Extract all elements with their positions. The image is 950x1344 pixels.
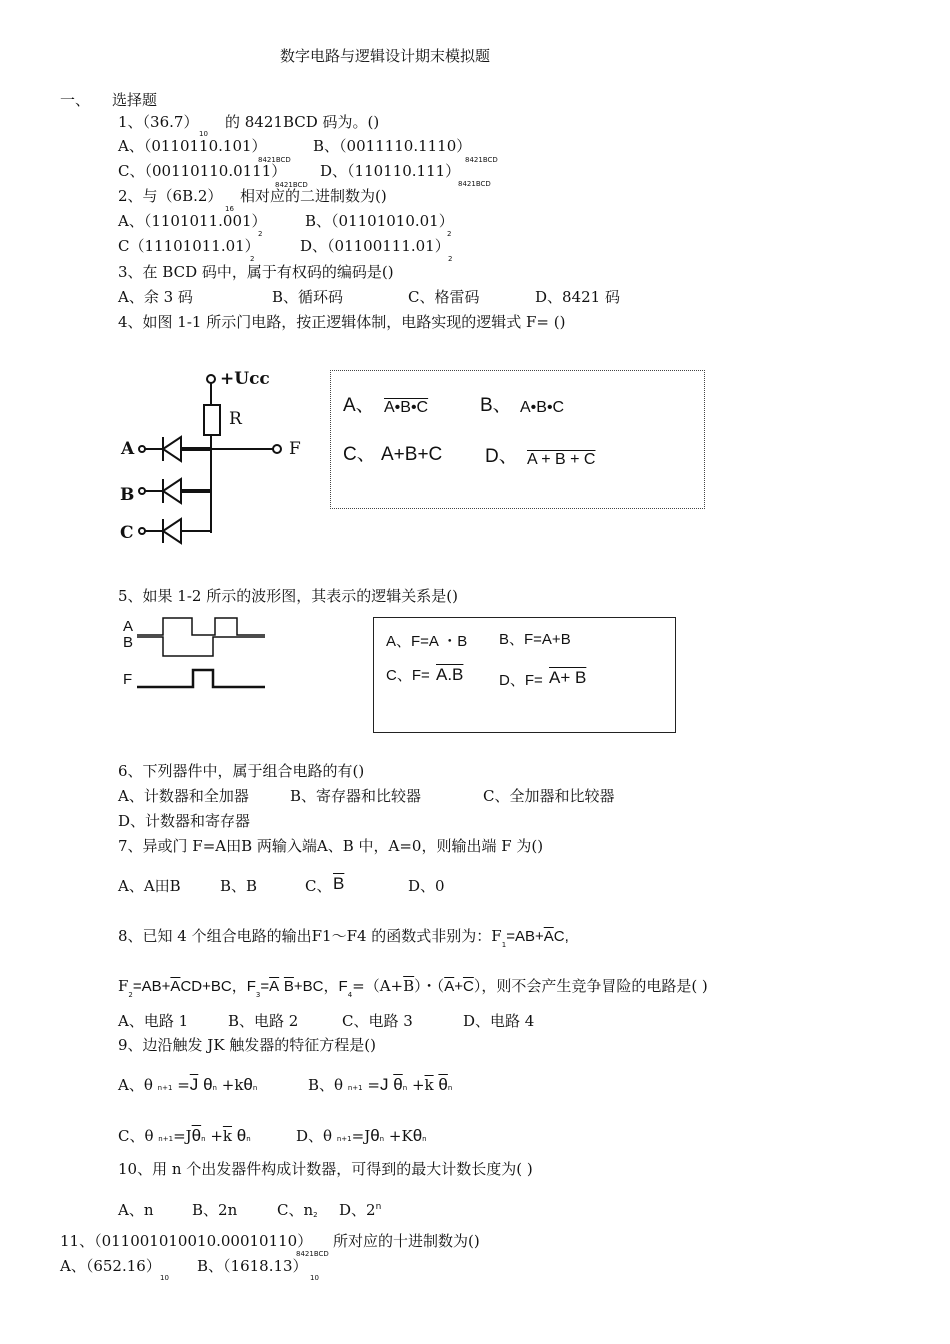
wave-a-label: A: [123, 618, 134, 635]
input-b-label: B: [120, 485, 135, 505]
q1-option-b: B、（0011110.1110）: [313, 137, 472, 155]
q8-f3-a: =: [260, 978, 270, 995]
q9-a-n: n: [212, 1084, 217, 1092]
q5-option-a: A、F=A ・B: [386, 633, 468, 650]
q10-option-c: [277, 1201, 318, 1219]
q9-option-b: [308, 1076, 452, 1094]
q9-b-theta3: $\overline{\theta}$: [438, 1075, 448, 1094]
q9-d-n: n: [379, 1135, 385, 1143]
q9-d-j: J: [364, 1127, 371, 1145]
q7-option-a: A、A田B: [118, 877, 181, 895]
q8-f1-end: C,: [553, 928, 569, 945]
q9-a-theta: θ: [143, 1076, 153, 1094]
q8-f2-b: =AB+: [132, 978, 171, 995]
q4-option-a-label: A、: [343, 395, 375, 416]
q8-sub-3: 3: [255, 991, 261, 999]
q2-stem-b: 相对应的二进制数为(): [240, 187, 387, 205]
q4-options-box: [330, 370, 705, 509]
q8-f2-bar: $\overline{A}$: [170, 978, 181, 995]
q7-option-c-expr: $\overline{B}$: [333, 874, 345, 893]
q3-option-d: D、8421 码: [535, 288, 620, 306]
q4-option-d-expr: A + B + C: [527, 451, 596, 468]
q9-c-plus: +: [210, 1127, 223, 1145]
q9-d-eq: =: [351, 1127, 365, 1145]
q5-option-d-expr: A+ B: [549, 668, 587, 687]
q4-stem: 4、如图 1-1 所示门电路，按正逻辑体制，电路实现的逻辑式 F= (): [118, 313, 566, 331]
q1-option-a: A、（0110110.101）: [118, 137, 267, 155]
q2-option-a: A、（1101011.001）: [118, 212, 267, 230]
q5-option-d-label: D、F=: [499, 672, 543, 689]
q1-stem-a: 1、（36.7）: [118, 113, 199, 131]
q9-c-eq: =: [173, 1127, 186, 1145]
q8-sub-2: 2: [128, 991, 133, 999]
q9-c-theta3: θ: [236, 1126, 247, 1145]
q10-c-sub: 2: [313, 1211, 318, 1219]
q9-a-label: A、: [118, 1076, 144, 1094]
q11-option-b: B、（1618.13）: [197, 1257, 308, 1275]
q10-c-label: C、n: [277, 1201, 314, 1219]
section-label: 选择题: [112, 91, 158, 109]
q8-f1-bar: $\overline{A}$: [543, 928, 554, 945]
q9-a-n2: n: [252, 1084, 258, 1092]
q9-c-j: J: [185, 1127, 192, 1145]
q11-bcd-sub: 8421BCD: [296, 1250, 329, 1258]
q8-sub-1: 1: [501, 941, 507, 949]
q1-subscript-10: 10: [199, 130, 208, 138]
q8-f1: =AB+: [506, 928, 544, 945]
q8-f2-c: CD+BC，F: [180, 978, 256, 995]
q9-b-k: $\overline{k}$: [424, 1076, 434, 1094]
q9-stem: 9、边沿触发 JK 触发器的特征方程是(): [118, 1036, 377, 1054]
q8-option-c: C、电路 3: [342, 1012, 413, 1030]
q1-bcd-sub-c: 8421BCD: [275, 181, 308, 189]
q9-option-a: [118, 1076, 257, 1094]
q11-b-sub: 10: [310, 1274, 319, 1282]
output-terminal: [273, 445, 281, 453]
q10-option-a: A、n: [118, 1201, 154, 1219]
q5-stem: 5、如果 1-2 所示的波形图，其表示的逻辑关系是(): [118, 587, 458, 605]
q8-f4-bar3: $\overline{C}$: [462, 978, 474, 995]
q1-bcd-sub-d: 8421BCD: [458, 180, 491, 188]
q5-option-c-label: C、F=: [386, 667, 430, 684]
q6-option-c: C、全加器和比较器: [483, 787, 615, 805]
resistor: [204, 405, 220, 435]
q4-option-c-expr: A+B+C: [381, 444, 443, 465]
q9-a-theta3: θ: [243, 1075, 253, 1094]
q9-c-theta: θ: [144, 1127, 154, 1145]
q2-subscript-16: 16: [225, 205, 234, 213]
q9-d-np1: n+1: [336, 1135, 352, 1143]
q9-c-k: $\overline{k}$: [222, 1127, 233, 1145]
q9-b-label: B、: [308, 1076, 335, 1094]
resistor-label: R: [229, 409, 242, 429]
q9-d-theta3: θ: [412, 1126, 423, 1145]
q8-f3-bar2: $\overline{B}$: [283, 978, 294, 995]
q9-b-plus: +: [411, 1076, 425, 1094]
q11-stem-b: 所对应的十进制数为(): [333, 1232, 480, 1250]
q9-option-c: [118, 1127, 251, 1145]
q2-option-b: B、（01101010.01）: [305, 212, 454, 230]
input-a-label: A: [121, 439, 135, 459]
q9-c-np1: n+1: [158, 1135, 174, 1143]
q9-b-np1: n+1: [347, 1084, 363, 1092]
q4-option-b-expr: A•B•C: [520, 399, 565, 416]
q9-d-k: K: [401, 1127, 413, 1145]
q6-stem: 6、下列器件中，属于组合电路的有(): [118, 762, 365, 780]
q2-sub-c: 2: [250, 255, 255, 263]
q9-d-theta2: θ: [370, 1126, 380, 1145]
q9-c-n2: n: [246, 1135, 251, 1143]
q9-c-theta2: $\overline{\theta}$: [191, 1126, 202, 1145]
q8-functions: [118, 977, 708, 999]
q10-option-d: [339, 1201, 381, 1219]
q9-c-n: n: [201, 1135, 206, 1143]
q9-d-plus: +: [388, 1127, 402, 1145]
q8-f4-bar1: $\overline{B}$: [403, 977, 415, 995]
q11-a-sub: 10: [160, 1274, 169, 1282]
q8-f4-bar2: $\overline{A}$: [444, 978, 455, 995]
q9-a-k: k: [234, 1076, 244, 1094]
q8-option-d: D、电路 4: [463, 1012, 535, 1030]
q9-d-theta: θ: [323, 1127, 333, 1145]
q2-sub-b: 2: [447, 230, 452, 238]
q2-stem-a: 2、与（6B.2）: [118, 187, 223, 205]
q5-option-b: B、F=A+B: [499, 631, 571, 648]
vcc-terminal: [207, 375, 215, 383]
output-f-label: F: [289, 439, 301, 459]
q5-waveform: [135, 612, 285, 692]
q8-f3-b: +BC，F: [293, 978, 348, 995]
q1-option-c: C、（00110110.0111）: [118, 162, 287, 180]
q4-option-c-label: C、: [343, 444, 376, 465]
q2-sub-d: 2: [448, 255, 453, 263]
q3-option-a: A、余 3 码: [118, 288, 193, 306]
q8-f4-b: ）・（: [414, 977, 445, 995]
q8-stem: [118, 927, 569, 949]
q6-option-d: D、计数器和寄存器: [118, 812, 251, 830]
q4-option-d-label: D、: [485, 446, 518, 467]
q10-d-label: D、2: [339, 1201, 376, 1219]
q3-option-b: B、循环码: [272, 288, 344, 306]
q7-stem: 7、异或门 F=A田B 两输入端A、B 中，A=0，则输出端 F 为(): [118, 837, 544, 855]
q8-option-a: A、电路 1: [118, 1012, 189, 1030]
q1-bcd-sub-a: 8421BCD: [258, 156, 291, 164]
q10-stem: 10、用 n 个出发器件构成计数器，可得到的最大计数长度为( ): [118, 1160, 533, 1178]
page-title: 数字电路与逻辑设计期末模拟题: [280, 47, 491, 65]
q3-option-c: C、格雷码: [408, 288, 480, 306]
wave-b-label: B: [123, 634, 134, 651]
q11-option-a: A、（652.16）: [60, 1257, 161, 1275]
vcc-label: +Ucc: [220, 369, 270, 389]
q7-option-c-label: C、: [305, 877, 332, 895]
q8-f4-c: +: [454, 978, 463, 995]
q9-b-theta: θ: [334, 1076, 344, 1094]
q2-sub-a: 2: [258, 230, 263, 238]
q6-option-b: B、寄存器和比较器: [290, 787, 422, 805]
q4-option-b-label: B、: [480, 395, 512, 416]
q8-stem-text: 8、已知 4 个组合电路的输出F1～F4 的函数式非别为：F: [118, 927, 502, 945]
q8-f2-a: F: [118, 977, 129, 995]
q11-stem-a: 11、（011001010010.00010110）: [60, 1232, 313, 1250]
q9-b-n2: n: [447, 1084, 453, 1092]
q9-a-j: $\overline{J}$: [189, 1075, 199, 1094]
q8-sub-4: 4: [347, 991, 353, 999]
q9-b-n: n: [402, 1084, 408, 1092]
q8-option-b: B、电路 2: [228, 1012, 299, 1030]
section-number: 一、: [60, 91, 91, 109]
q9-d-label: D、: [296, 1127, 324, 1145]
q7-option-b: B、B: [220, 877, 258, 895]
q1-stem-b: 的 8421BCD 码为。(): [225, 113, 380, 131]
q9-a-plus: +: [221, 1076, 235, 1094]
q8-f4-a: =（A+: [352, 977, 404, 995]
q8-f3-bar1: $\overline{A}$: [269, 978, 280, 995]
q9-a-theta2: θ: [203, 1075, 213, 1094]
q10-d-sup: n: [375, 1202, 382, 1212]
q7-option-d: D、0: [408, 877, 445, 895]
q9-b-eq: =: [367, 1076, 380, 1094]
q5-option-c-expr: A.B: [436, 665, 464, 684]
q10-option-b: B、2n: [192, 1201, 238, 1219]
input-c-label: C: [120, 523, 134, 543]
q6-option-a: A、计数器和全加器: [118, 787, 249, 805]
wave-f-label: F: [123, 671, 133, 688]
q9-b-j: J: [379, 1075, 389, 1094]
q1-option-d: D、（110110.111）: [320, 162, 461, 180]
q8-tail: ），则不会产生竞争冒险的电路是( ): [473, 977, 708, 995]
q4-circuit-diagram: [115, 365, 315, 555]
q2-option-d: D、（01100111.01）: [300, 237, 450, 255]
q9-a-np1: n+1: [157, 1084, 173, 1092]
q4-option-a-expr: A•B•C: [384, 399, 429, 416]
q2-option-c: C（11101011.01）: [118, 237, 260, 255]
q9-b-theta2: $\overline{\theta}$: [393, 1075, 403, 1094]
q9-option-d: [296, 1127, 427, 1145]
q9-a-eq: =: [177, 1076, 190, 1094]
q9-d-n2: n: [422, 1135, 427, 1143]
q3-stem: 3、在 BCD 码中，属于有权码的编码是(): [118, 263, 394, 281]
q1-bcd-sub-b: 8421BCD: [465, 156, 498, 164]
q9-c-label: C、: [118, 1127, 145, 1145]
